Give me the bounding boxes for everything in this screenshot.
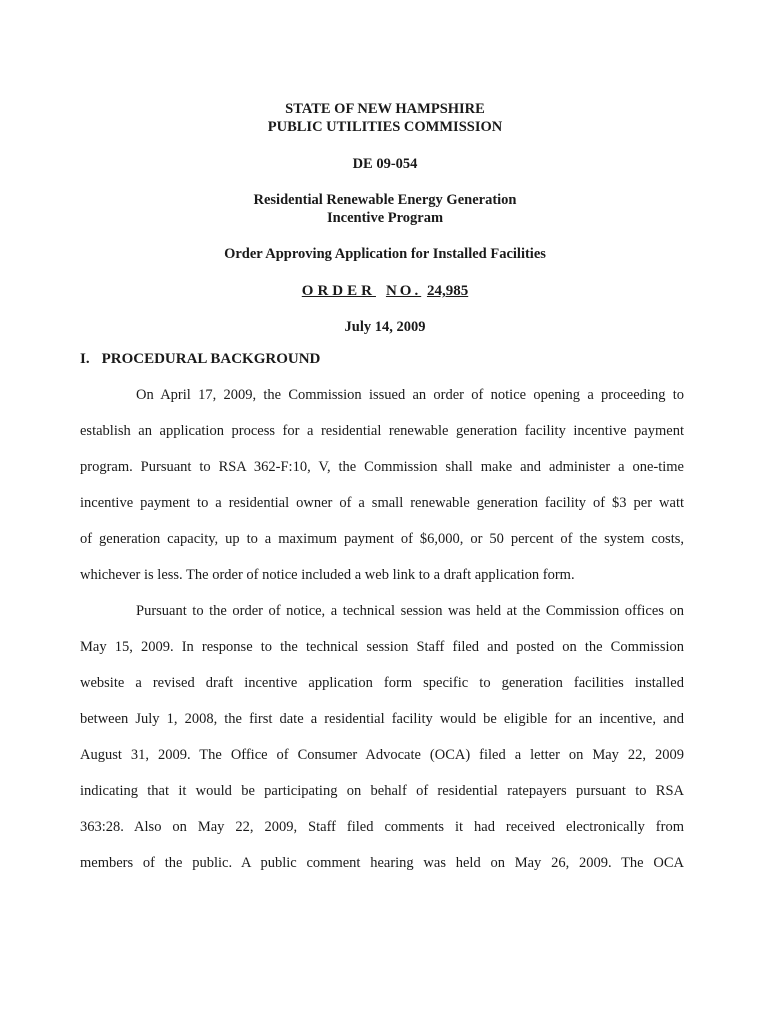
section-label: I.	[80, 351, 90, 367]
paragraph-line: establish an application process for a residential renewable generation facility incentive payment	[80, 423, 684, 439]
header-commission: PUBLIC UTILITIES COMMISSION	[267, 119, 503, 135]
paragraph-line: between July 1, 2008, the first date a residential facility would be eligible for an incentive, and	[80, 711, 684, 727]
title-line-1: Residential Renewable Energy Generation	[253, 192, 517, 208]
docket-number: DE 09-054	[352, 156, 418, 172]
section-heading	[80, 350, 320, 368]
order-date: July 14, 2009	[344, 319, 426, 335]
paragraph-line: May 15, 2009. In response to the technical session Staff filed and posted on the Commission	[80, 639, 684, 655]
paragraph-line: whichever is less. The order of notice included a web link to a draft application form.	[80, 567, 575, 583]
paragraph-line: website a revised draft incentive application form specific to generation facilities installed	[80, 675, 684, 691]
paragraph-1	[80, 377, 684, 593]
section-title: PROCEDURAL BACKGROUND	[101, 351, 321, 367]
title-line-2: Incentive Program	[326, 210, 444, 226]
order-number: 24,985	[426, 283, 469, 299]
paragraph-line: Pursuant to the order of notice, a technical session was held at the Commission offices on	[136, 603, 684, 619]
paragraph-line: members of the public. A public comment hearing was held on May 26, 2009. The OCA	[80, 855, 684, 871]
paragraph-line: On April 17, 2009, the Commission issued an order of notice opening a proceeding to	[136, 387, 684, 403]
paragraph-line: indicating that it would be participating on behalf of residential ratepayers pursuant to RSA	[80, 783, 684, 799]
paragraph-2	[80, 593, 684, 881]
order-subtitle: Order Approving Application for Installed Facilities	[224, 246, 546, 262]
paragraph-line: August 31, 2009. The Office of Consumer Advocate (OCA) filed a letter on May 22, 2009	[80, 747, 684, 763]
paragraph-line: program. Pursuant to RSA 362-F:10, V, the Commission shall make and administer a one-time	[80, 459, 684, 475]
paragraph-line: incentive payment to a residential owner of a small renewable generation facility of $3 per watt	[80, 495, 684, 511]
order-word: ORDER	[301, 283, 376, 299]
paragraph-line: 363:28. Also on May 22, 2009, Staff filed comments it had received electronically from	[80, 819, 684, 835]
order-number-line	[0, 282, 770, 300]
paragraph-line: of generation capacity, up to a maximum payment of $6,000, or 50 percent of the system costs,	[80, 531, 684, 547]
header-state: STATE OF NEW HAMPSHIRE	[285, 101, 485, 117]
order-no-label: NO.	[385, 283, 422, 299]
